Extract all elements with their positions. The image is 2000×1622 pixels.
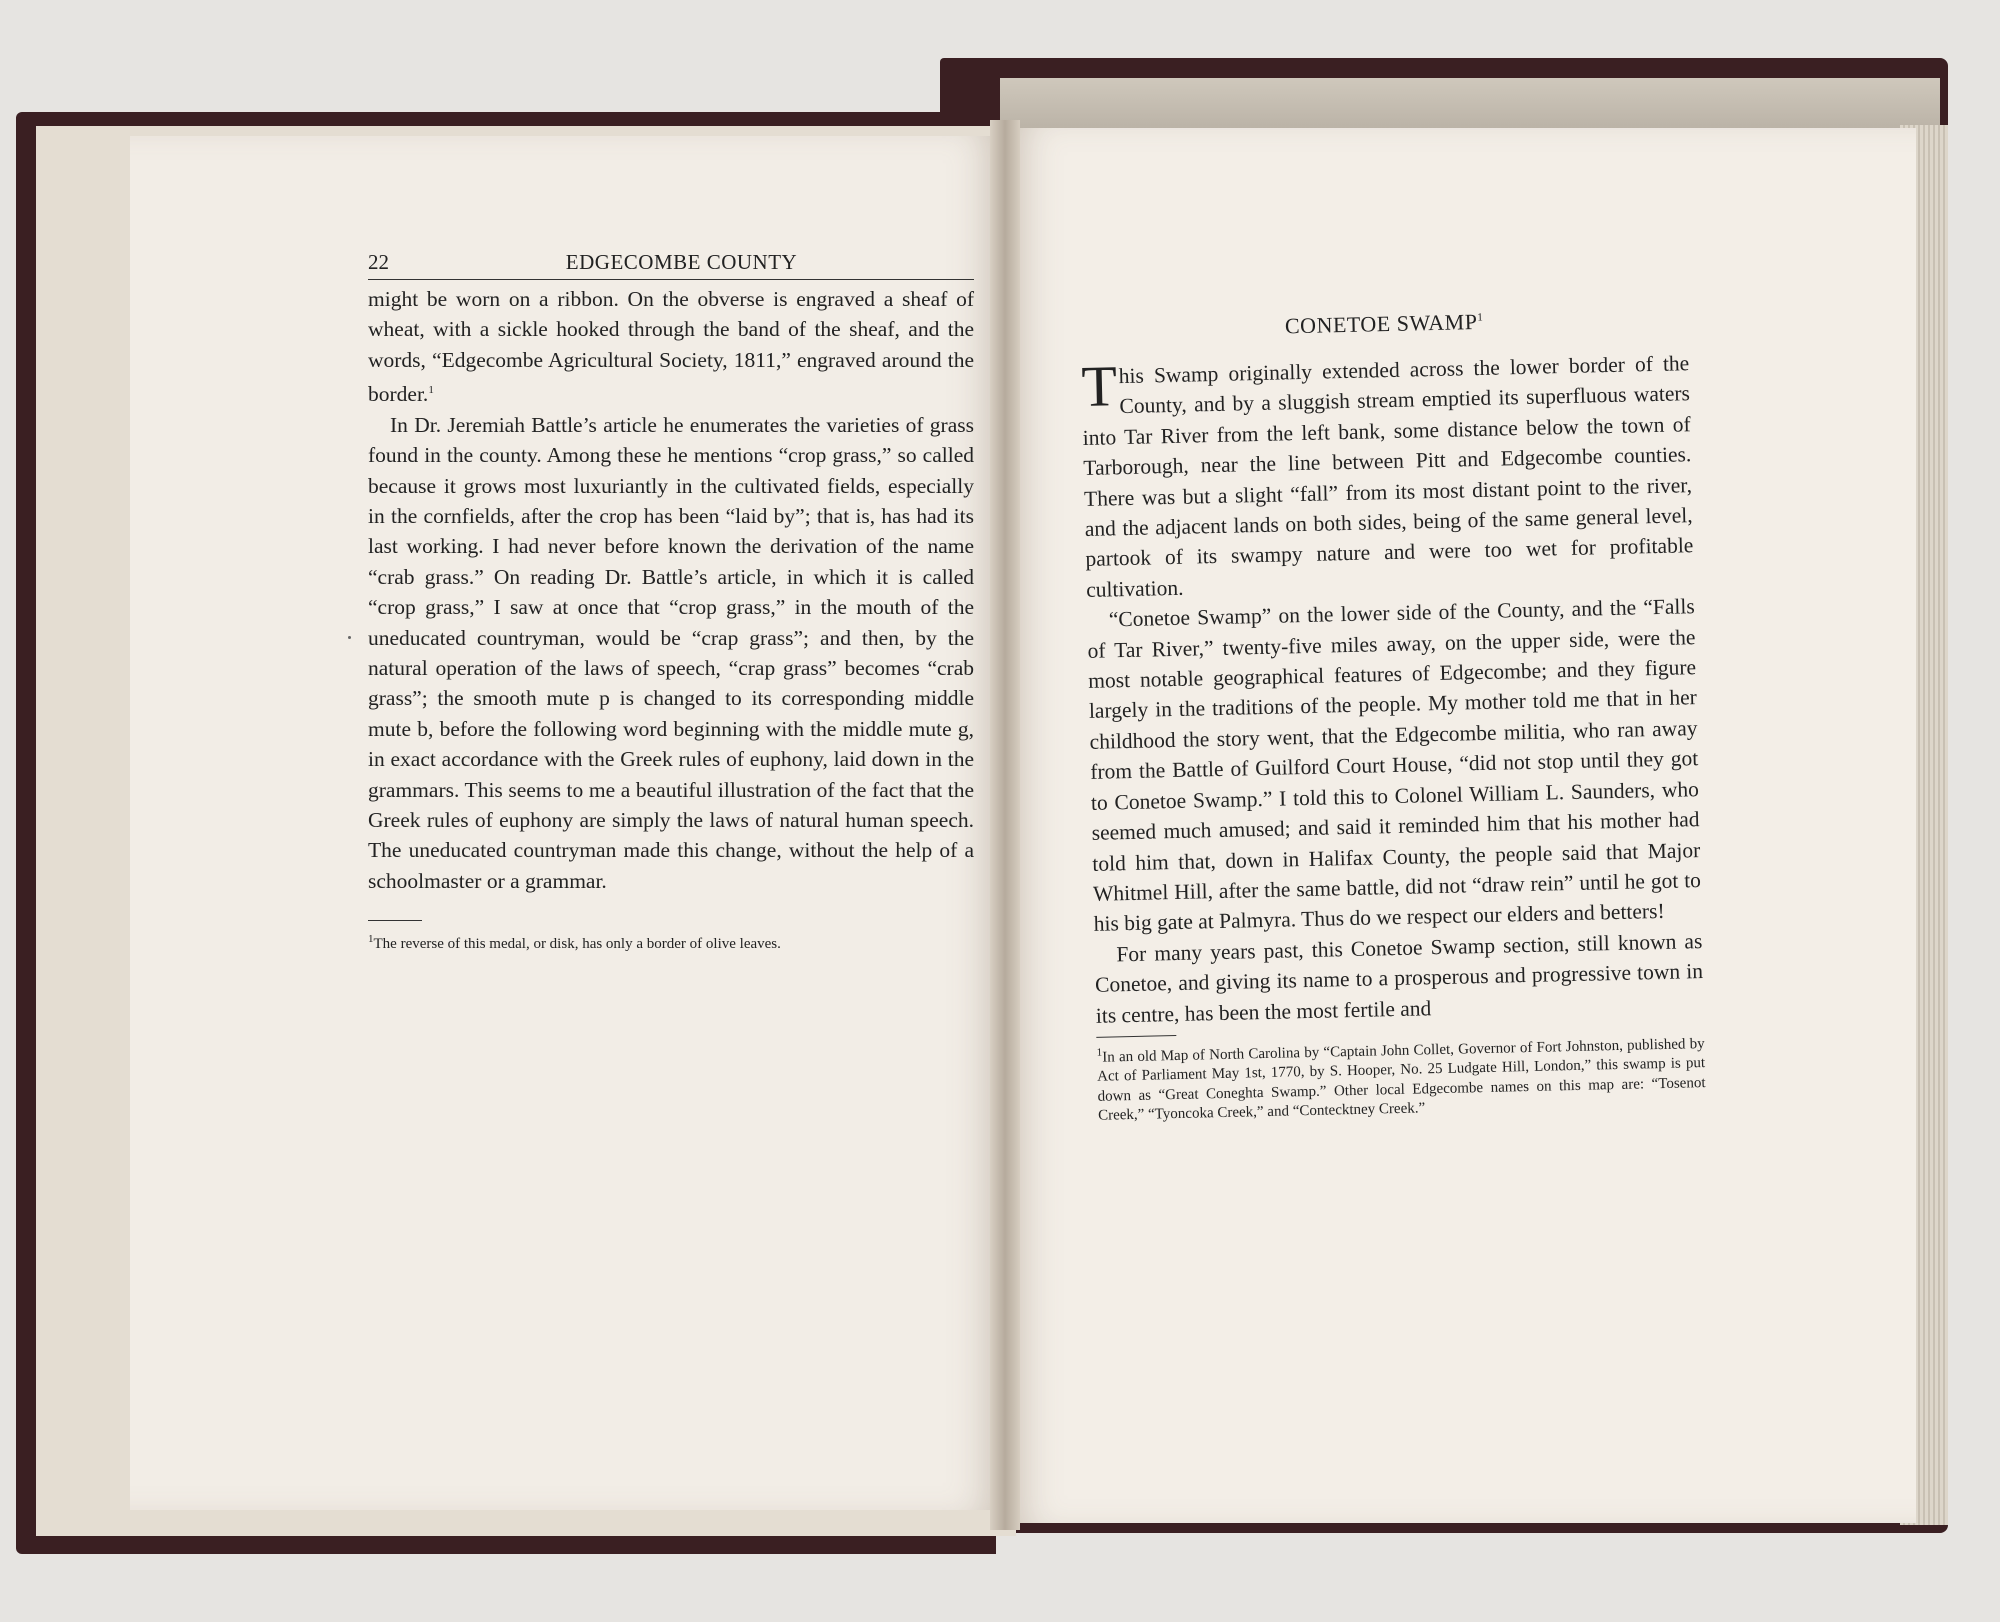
footnote: $^1$In an old Map of North Carolina by “Captain John Collet, Governor of Fort Johnston, published by Act of Parliament May 1st, 1770, by S. Hooper, No. 25 Ludgate Hill, London,” this swamp is put down as “Great Coneghta Swamp.” Other local Edgecombe names on this map are: “Tosenot Creek,” “Tyoncoka Creek,” and “Contecktney Creek.” xyxy=(1096,1035,1706,1125)
book-gutter xyxy=(990,120,1020,1530)
right-page-content xyxy=(1080,304,1706,1127)
paragraph: For many years past, this Conetoe Swamp section, still known as Conetoe, and giving its name to a prosperous and progressive town in its centre, has been the most fertile and xyxy=(1094,928,1704,1028)
footnote-rule xyxy=(1096,1035,1176,1038)
left-page-content xyxy=(368,250,974,954)
page-number: 22 xyxy=(368,250,389,274)
running-head xyxy=(368,250,974,280)
paragraph: might be worn on a ribbon. On the obverse is engraved a sheaf of wheat, with a sickle hooked through the band of the sheaf, and the words, “Edgecombe Agricultural Society, 1811,” engraved around the border.$^1$ xyxy=(368,287,974,407)
footnote-rule xyxy=(368,920,422,921)
paragraph: “Conetoe Swamp” on the lower side of the County, and the “Falls of Tar River,” twenty-five miles away, on the upper side, were the most notable geographical features of Edgecombe; and they figure largely in the traditions of the people. My mother told me that in her childhood the story went, that the Edgecombe militia, who ran away from the Battle of Guilford Court House, “did not stop until they got to Conetoe Swamp.” I told this to Colonel William L. Saunders, who seemed much amused; and said it reminded him that his mother had told him that, down in Halifax County, the people said that Major Whitmel Hill, after the same battle, did not “draw rein” until he got to his big gate at Palmyra. Thus do we respect our elders and betters! xyxy=(1087,594,1702,937)
paragraph: This Swamp originally extended across the lower border of the County, and by a sluggish stream emptied its superfluous waters into Tar River from the left bank, some distance below the town of Tarborough, near the line between Pitt and Edgecombe counties. There was but a slight “fall” from its most distant point to the river, and the adjacent lands on both sides, being of the same general level, partook of its swampy nature and were too wet for profitable cultivation. xyxy=(1080,351,1694,602)
paragraph: In Dr. Jeremiah Battle’s article he enumerates the varieties of grass found in the county. Among these he mentions “crop grass,” so called because it grows most luxuriantly in the cultivated fields, especially in the cornfields, after the crop has been “laid by”; that is, has had its last working. I had never before known the derivation of the name “crab grass.” On reading Dr. Battle’s article, in which it is called “crop grass,” I saw at once that “crop grass,” in the mouth of the uneducated countryman, would be “crap grass”; and then, by the natural operation of the laws of speech, “crap grass” becomes “crab grass”; the smooth mute p is changed to its corresponding middle mute b, before the following word beginning with the middle mute g, in exact accordance with the Greek rules of euphony, laid down in the grammars. This seems to me a beautiful illustration of the fact that the Greek rules of euphony are simply the laws of natural human speech. The uneducated countryman made this change, without the help of a schoolmaster or a grammar. xyxy=(368,412,974,893)
ink-speck xyxy=(348,636,351,639)
footnote: $^1$The reverse of this medal, or disk, has only a border of olive leaves. xyxy=(368,933,781,953)
running-head-title: EDGECOMBE COUNTY xyxy=(565,250,798,274)
footnote-ref: 1 xyxy=(428,384,434,397)
left-body-text xyxy=(368,284,974,896)
drop-cap: T xyxy=(1080,353,1118,419)
right-body-text xyxy=(1081,348,1704,1031)
chapter-title: CONETOE SWAMP$^1$ xyxy=(1284,308,1484,339)
